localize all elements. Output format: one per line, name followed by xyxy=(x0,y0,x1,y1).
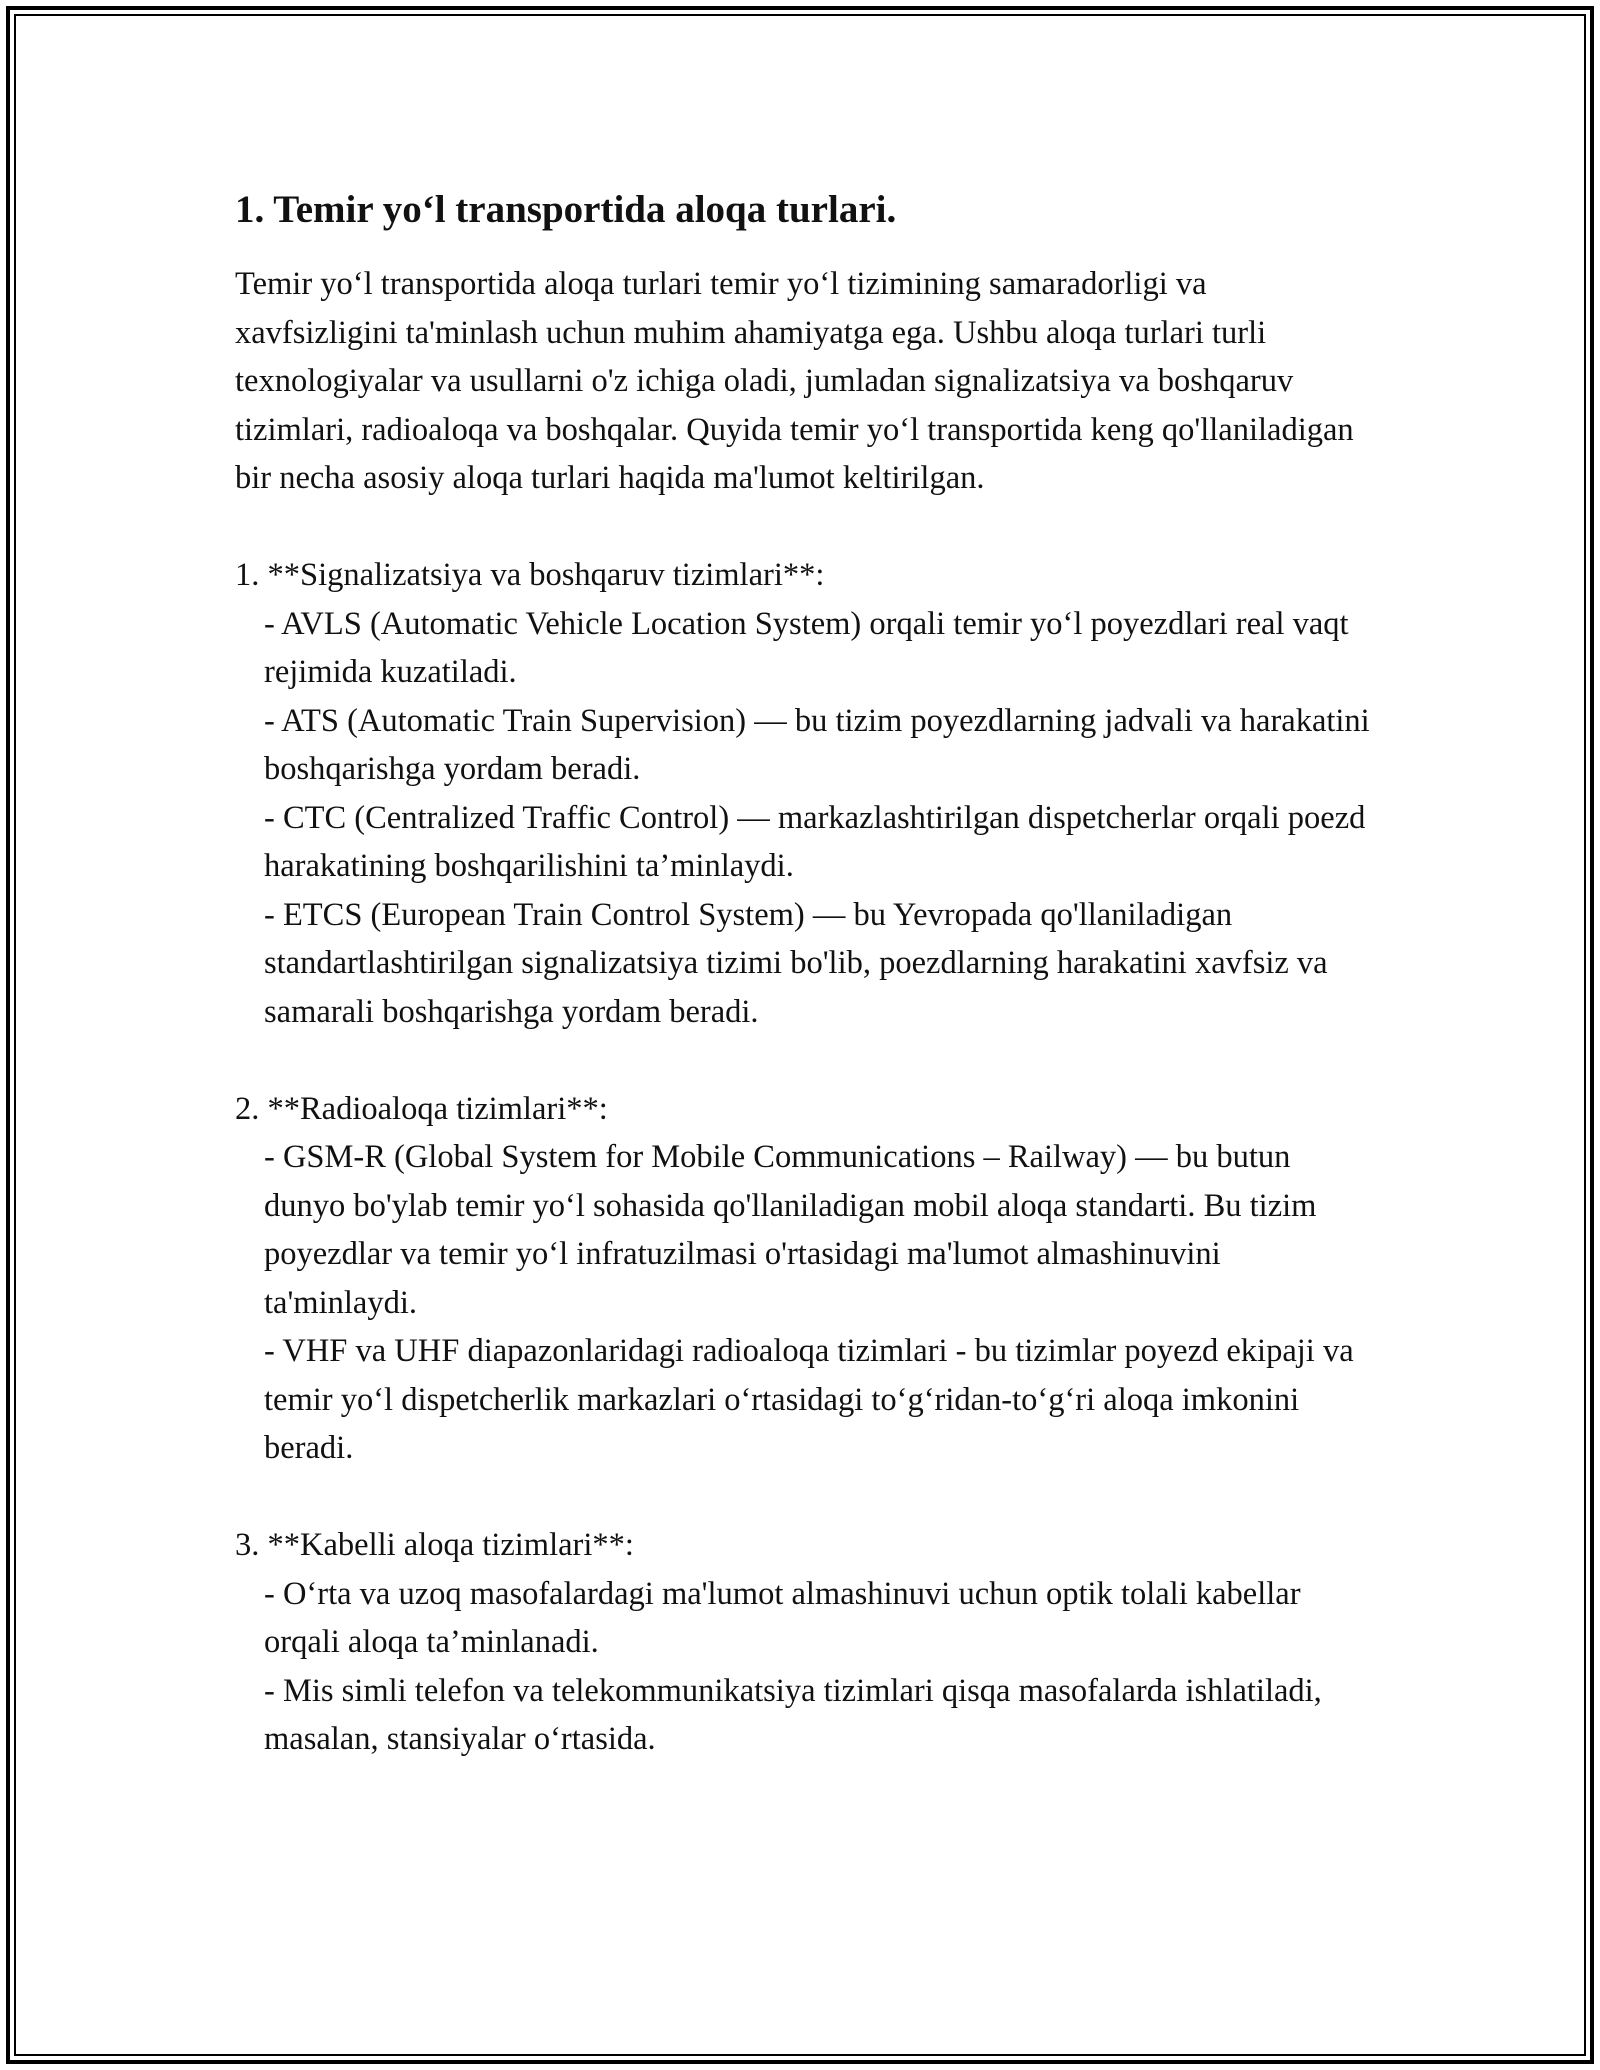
paragraph-gap xyxy=(235,1036,1375,1085)
paragraph-gap xyxy=(235,1473,1375,1522)
list-item: - AVLS (Automatic Vehicle Location System) orqali temir yo‘l poyezdlari real vaqt rejimida kuzatiladi. xyxy=(264,605,1357,690)
document-title: 1. Temir yo‘l transportida aloqa turlari. xyxy=(235,188,897,231)
section-heading: 1. **Signalizatsiya va boshqaruv tizimlari**: xyxy=(235,557,825,593)
section-radio xyxy=(235,1085,1375,1473)
list-item: - Mis simli telefon va telekommunikatsiya tizimlari qisqa masofalarda ishlatiladi, masalan, stansiyalar o‘rtasida. xyxy=(264,1672,1330,1757)
section-heading: 2. **Radioaloqa tizimlari**: xyxy=(235,1090,608,1127)
list-item: - VHF va UHF diapazonlaridagi radioaloqa tizimlari - bu tizimlar poyezd ekipaji va temir yo‘l dispetcherlik markazlari o‘rtasidagi to‘g‘ridan-to‘g‘ri aloqa imkonini beradi. xyxy=(264,1333,1362,1466)
paragraph-gap xyxy=(235,503,1375,552)
section-heading: 3. **Kabelli aloqa tizimlari**: xyxy=(235,1527,634,1563)
list-item: - GSM-R (Global System for Mobile Communications – Railway) — bu butun dunyo bo'ylab temir yo‘l sohasida qo'llaniladigan mobil aloqa standarti. Bu tizim poyezdlar va temir yo‘l infratuzilmasi o'rtasidagi ma'lumot almashinuvini ta'minlaydi. xyxy=(264,1139,1325,1321)
document-body xyxy=(235,186,1378,1764)
list-item: - O‘rta va uzoq masofalardagi ma'lumot almashinuvi uchun optik tolali kabellar orqali aloqa ta’minlanadi. xyxy=(264,1575,1309,1660)
list-item: - ATS (Automatic Train Supervision) — bu tizim poyezdlarning jadvali va harakatini boshqarishga yordam beradi. xyxy=(264,702,1378,787)
section-cable xyxy=(235,1521,1375,1764)
list-item: - CTC (Centralized Traffic Control) — markazlashtirilgan dispetcherlar orqali poezd harakatining boshqarilishini ta’minlaydi. xyxy=(264,799,1374,884)
section-signalling xyxy=(235,551,1378,1036)
list-item: - ETCS (European Train Control System) — bu Yevropada qo'llaniladigan standartlashtirilgan signalizatsiya tizimi bo'lib, poezdlarning harakatini xavfsiz va samarali boshqarishga yordam beradi. xyxy=(264,896,1336,1030)
intro-paragraph: Temir yo‘l transportida aloqa turlari temir yo‘l tizimining samaradorligi va xavfsizligini ta'minlash uchun muhim ahamiyatga ega. Ushbu aloqa turlari turli texnologiyalar va usullarni o'z ichiga oladi, jumladan signalizatsiya va boshqaruv tizimlari, radioaloqa va boshqalar. Quyida temir yo‘l transportida keng qo'llaniladigan bir necha asosiy aloqa turlari haqida ma'lumot keltirilgan. xyxy=(235,266,1362,496)
